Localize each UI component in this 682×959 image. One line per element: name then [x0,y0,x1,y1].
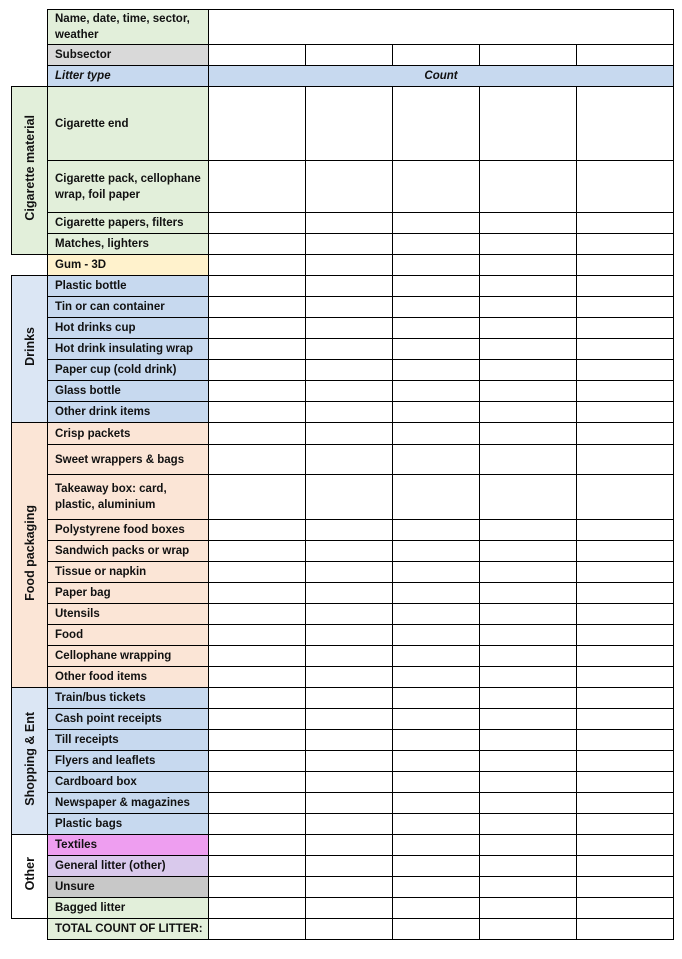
count-cell[interactable] [306,423,393,445]
count-cell[interactable] [480,381,577,402]
category-label: Drinks [22,327,37,366]
litter-survey-sheet [11,9,674,940]
count-cell[interactable] [306,814,393,835]
item-label: Cellophane wrapping [48,646,209,667]
count-cell[interactable] [306,562,393,583]
count-cell[interactable] [393,339,480,360]
item-label: Crisp packets [48,423,209,445]
count-cell[interactable] [209,234,306,255]
count-cell[interactable] [577,161,674,213]
count-cell[interactable] [480,751,577,772]
name-date-label: Name, date, time, sector, weather [48,10,209,45]
table-row [12,814,674,835]
count-cell[interactable] [306,213,393,234]
count-cell[interactable] [306,360,393,381]
total-cell[interactable] [306,919,393,940]
count-cell[interactable] [306,604,393,625]
count-cell[interactable] [306,255,393,276]
count-cell[interactable] [209,751,306,772]
count-cell[interactable] [306,161,393,213]
count-cell[interactable] [306,730,393,751]
count-cell[interactable] [480,541,577,562]
subsector-cell[interactable] [306,45,393,66]
count-cell[interactable] [393,276,480,297]
count-cell[interactable] [209,402,306,423]
count-cell[interactable] [306,898,393,919]
count-cell[interactable] [577,297,674,318]
count-cell[interactable] [577,646,674,667]
count-cell[interactable] [209,625,306,646]
count-cell[interactable] [306,445,393,475]
item-label: Plastic bottle [48,276,209,297]
count-cell[interactable] [306,520,393,541]
count-cell[interactable] [577,318,674,339]
table-row [12,445,674,475]
count-cell[interactable] [209,475,306,520]
table-row [12,856,674,877]
count-cell[interactable] [393,814,480,835]
count-cell[interactable] [577,772,674,793]
count-cell[interactable] [577,234,674,255]
count-cell[interactable] [209,604,306,625]
count-cell[interactable] [393,541,480,562]
count-cell[interactable] [393,402,480,423]
count-cell[interactable] [209,856,306,877]
count-cell[interactable] [393,646,480,667]
item-label: Sweet wrappers & bags [48,445,209,475]
count-cell[interactable] [577,709,674,730]
total-cell[interactable] [393,919,480,940]
total-cell[interactable] [577,919,674,940]
subsector-cell[interactable] [209,45,306,66]
item-label: Cigarette papers, filters [48,213,209,234]
count-cell[interactable] [480,709,577,730]
count-cell[interactable] [480,604,577,625]
count-cell[interactable] [480,898,577,919]
count-cell[interactable] [209,898,306,919]
count-cell[interactable] [577,688,674,709]
count-cell[interactable] [306,87,393,161]
table-row [12,87,674,161]
table-row [12,475,674,520]
item-label: Food [48,625,209,646]
count-cell[interactable] [577,87,674,161]
count-cell[interactable] [577,793,674,814]
count-cell[interactable] [393,161,480,213]
count-cell[interactable] [306,276,393,297]
count-cell[interactable] [577,339,674,360]
table-row [12,667,674,688]
item-label: Other drink items [48,402,209,423]
count-cell[interactable] [209,646,306,667]
item-label: Cardboard box [48,772,209,793]
count-cell[interactable] [393,877,480,898]
table-row [12,793,674,814]
subsector-label: Subsector [48,45,209,66]
count-cell[interactable] [480,562,577,583]
count-cell[interactable] [577,751,674,772]
table-row [12,213,674,234]
total-cell[interactable] [480,919,577,940]
category-cigarette-material [12,87,48,255]
count-cell[interactable] [209,877,306,898]
item-label: Textiles [48,835,209,856]
count-cell[interactable] [577,445,674,475]
item-label: Paper bag [48,583,209,604]
count-cell[interactable] [577,898,674,919]
count-cell[interactable] [480,835,577,856]
table-row [12,835,674,856]
item-label: Cigarette pack, cellophane wrap, foil paper [48,161,209,213]
count-cell[interactable] [480,856,577,877]
item-label: Tissue or napkin [48,562,209,583]
count-cell[interactable] [577,730,674,751]
count-cell[interactable] [577,255,674,276]
total-cell[interactable] [209,919,306,940]
count-cell[interactable] [306,318,393,339]
category-food-packaging [12,423,48,688]
header-row-subsector [12,45,674,66]
category-label: Cigarette material [22,115,37,221]
item-label: Paper cup (cold drink) [48,360,209,381]
total-label: TOTAL COUNT OF LITTER: [48,919,209,940]
count-cell[interactable] [209,562,306,583]
category-drinks [12,276,48,423]
table-row [12,234,674,255]
count-cell[interactable] [480,402,577,423]
count-cell[interactable] [480,297,577,318]
count-cell[interactable] [393,835,480,856]
count-cell[interactable] [306,709,393,730]
count-cell[interactable] [393,87,480,161]
count-cell[interactable] [393,475,480,520]
count-cell[interactable] [209,835,306,856]
count-cell[interactable] [480,667,577,688]
count-cell[interactable] [480,646,577,667]
count-cell[interactable] [393,213,480,234]
table-row [12,625,674,646]
item-label: General litter (other) [48,856,209,877]
table-row [12,751,674,772]
count-cell[interactable] [480,161,577,213]
count-header: Count [209,66,674,87]
count-cell[interactable] [393,318,480,339]
name-date-input[interactable] [209,10,674,45]
item-label: Hot drinks cup [48,318,209,339]
table-row [12,318,674,339]
count-cell[interactable] [577,541,674,562]
count-cell[interactable] [306,688,393,709]
count-cell[interactable] [577,381,674,402]
count-cell[interactable] [393,772,480,793]
count-cell[interactable] [480,730,577,751]
count-cell[interactable] [209,688,306,709]
count-cell[interactable] [480,814,577,835]
count-cell[interactable] [577,520,674,541]
table-row [12,381,674,402]
count-cell[interactable] [209,445,306,475]
count-cell[interactable] [306,856,393,877]
count-cell[interactable] [209,793,306,814]
item-label: Cigarette end [48,87,209,161]
count-cell[interactable] [577,877,674,898]
table-row [12,255,674,276]
count-cell[interactable] [393,583,480,604]
table-row [12,423,674,445]
count-cell[interactable] [306,835,393,856]
count-cell[interactable] [577,814,674,835]
count-cell[interactable] [209,541,306,562]
count-cell[interactable] [393,667,480,688]
item-label: Glass bottle [48,381,209,402]
count-cell[interactable] [209,161,306,213]
count-cell[interactable] [393,751,480,772]
count-cell[interactable] [577,562,674,583]
count-cell[interactable] [393,445,480,475]
count-cell[interactable] [480,877,577,898]
category-label: Shopping & Ent [22,711,37,806]
table-row [12,562,674,583]
count-cell[interactable] [306,339,393,360]
count-cell[interactable] [306,772,393,793]
table-row [12,877,674,898]
count-cell[interactable] [480,423,577,445]
count-cell[interactable] [577,604,674,625]
table-row [12,541,674,562]
count-cell[interactable] [306,297,393,318]
count-cell[interactable] [577,475,674,520]
count-cell[interactable] [577,856,674,877]
table-row [12,520,674,541]
count-cell[interactable] [306,793,393,814]
count-cell[interactable] [480,688,577,709]
count-cell[interactable] [306,402,393,423]
count-cell[interactable] [480,213,577,234]
count-cell[interactable] [393,688,480,709]
empty-category-cell [12,919,48,940]
count-cell[interactable] [306,475,393,520]
item-label: Cash point receipts [48,709,209,730]
item-label: Matches, lighters [48,234,209,255]
count-cell[interactable] [393,604,480,625]
item-label: Flyers and leaflets [48,751,209,772]
count-cell[interactable] [209,339,306,360]
count-cell[interactable] [306,646,393,667]
count-cell[interactable] [480,234,577,255]
count-cell[interactable] [393,625,480,646]
count-cell[interactable] [577,276,674,297]
count-cell[interactable] [480,276,577,297]
count-cell[interactable] [577,625,674,646]
count-cell[interactable] [209,520,306,541]
count-cell[interactable] [306,625,393,646]
table-row [12,402,674,423]
category-label: Food packaging [22,504,37,601]
category-other [12,835,48,919]
count-cell[interactable] [209,772,306,793]
table-row [12,161,674,213]
table-row [12,583,674,604]
count-cell[interactable] [306,541,393,562]
table-row [12,297,674,318]
count-cell[interactable] [577,835,674,856]
table-row [12,688,674,709]
count-cell[interactable] [577,583,674,604]
table-row [12,276,674,297]
count-cell[interactable] [480,772,577,793]
item-label: Gum - 3D [48,255,209,276]
item-label: Sandwich packs or wrap [48,541,209,562]
count-cell[interactable] [306,751,393,772]
count-cell[interactable] [393,234,480,255]
count-cell[interactable] [577,213,674,234]
count-cell[interactable] [577,402,674,423]
count-cell[interactable] [209,423,306,445]
count-cell[interactable] [209,583,306,604]
count-cell[interactable] [393,297,480,318]
subsector-cell[interactable] [577,45,674,66]
table-row [12,604,674,625]
count-cell[interactable] [480,255,577,276]
count-cell[interactable] [209,667,306,688]
count-cell[interactable] [306,583,393,604]
count-cell[interactable] [393,709,480,730]
item-label: Till receipts [48,730,209,751]
count-cell[interactable] [209,381,306,402]
table-row [12,339,674,360]
count-cell[interactable] [393,255,480,276]
table-row [12,898,674,919]
count-cell[interactable] [209,276,306,297]
count-cell[interactable] [209,360,306,381]
count-cell[interactable] [393,898,480,919]
count-cell[interactable] [306,667,393,688]
count-cell[interactable] [209,213,306,234]
litter-type-label: Litter type [48,66,209,87]
header-corner [12,10,48,87]
count-cell[interactable] [306,877,393,898]
subsector-cell[interactable] [393,45,480,66]
count-cell[interactable] [209,87,306,161]
count-cell[interactable] [480,339,577,360]
empty-category-cell [12,255,48,276]
table-row [12,772,674,793]
table-row [12,646,674,667]
count-cell[interactable] [209,255,306,276]
count-cell[interactable] [480,87,577,161]
count-cell[interactable] [480,793,577,814]
count-cell[interactable] [209,297,306,318]
item-label: Plastic bags [48,814,209,835]
count-cell[interactable] [209,709,306,730]
subsector-cell[interactable] [480,45,577,66]
count-cell[interactable] [577,667,674,688]
count-cell[interactable] [480,625,577,646]
count-cell[interactable] [306,381,393,402]
count-cell[interactable] [393,360,480,381]
count-cell[interactable] [480,318,577,339]
count-cell[interactable] [306,234,393,255]
count-cell[interactable] [480,475,577,520]
item-label: Other food items [48,667,209,688]
item-label: Polystyrene food boxes [48,520,209,541]
count-cell[interactable] [393,730,480,751]
count-cell[interactable] [393,793,480,814]
count-cell[interactable] [393,423,480,445]
count-cell[interactable] [209,318,306,339]
item-label: Takeaway box: card, plastic, aluminium [48,475,209,520]
item-label: Utensils [48,604,209,625]
item-label: Hot drink insulating wrap [48,339,209,360]
count-cell[interactable] [209,730,306,751]
count-cell[interactable] [480,445,577,475]
count-cell[interactable] [393,381,480,402]
count-cell[interactable] [577,423,674,445]
count-cell[interactable] [393,856,480,877]
count-cell[interactable] [480,360,577,381]
category-shopping-ent [12,688,48,835]
count-cell[interactable] [480,583,577,604]
count-cell[interactable] [480,520,577,541]
count-cell[interactable] [209,814,306,835]
item-label: Bagged litter [48,898,209,919]
table-row [12,709,674,730]
count-cell[interactable] [577,360,674,381]
category-label: Other [22,857,37,891]
total-row [12,919,674,940]
header-row-litter-type [12,66,674,87]
count-cell[interactable] [393,520,480,541]
item-label: Newspaper & magazines [48,793,209,814]
item-label: Unsure [48,877,209,898]
header-row-name [12,10,674,45]
item-label: Train/bus tickets [48,688,209,709]
count-cell[interactable] [393,562,480,583]
table-row [12,730,674,751]
table-row [12,360,674,381]
item-label: Tin or can container [48,297,209,318]
